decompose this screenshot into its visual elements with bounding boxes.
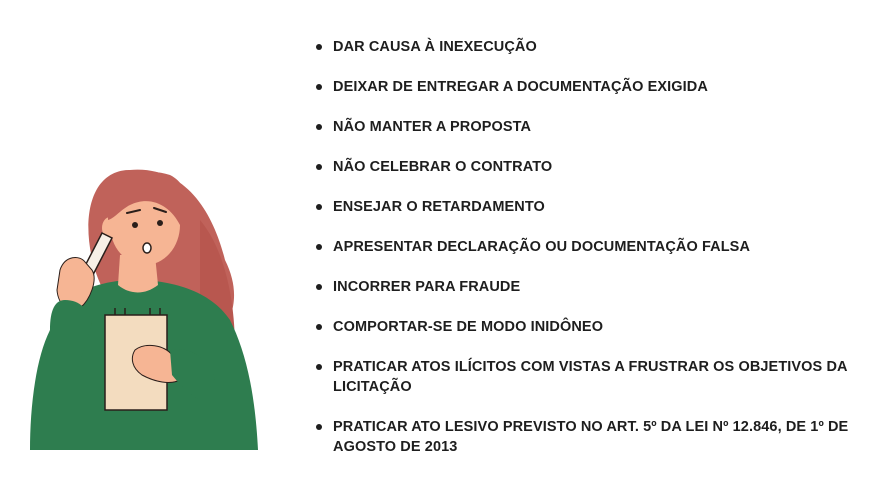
list-item: ENSEJAR O RETARDAMENTO bbox=[315, 197, 855, 217]
list-item: DAR CAUSA À INEXECUÇÃO bbox=[315, 37, 855, 57]
thinking-woman-illustration bbox=[20, 150, 270, 450]
list-item: DEIXAR DE ENTREGAR A DOCUMENTAÇÃO EXIGIDA bbox=[315, 77, 855, 97]
list-item: PRATICAR ATOS ILÍCITOS COM VISTAS A FRUSTRAR OS OBJETIVOS DA LICITAÇÃO bbox=[315, 357, 855, 397]
infractions-list bbox=[315, 37, 855, 477]
mouth bbox=[143, 243, 151, 253]
list-item: NÃO CELEBRAR O CONTRATO bbox=[315, 157, 855, 177]
list-item: NÃO MANTER A PROPOSTA bbox=[315, 117, 855, 137]
left-eye bbox=[132, 222, 138, 228]
list-item: APRESENTAR DECLARAÇÃO OU DOCUMENTAÇÃO FALSA bbox=[315, 237, 855, 257]
list-item: INCORRER PARA FRAUDE bbox=[315, 277, 855, 297]
list-item: COMPORTAR-SE DE MODO INIDÔNEO bbox=[315, 317, 855, 337]
list-item: PRATICAR ATO LESIVO PREVISTO NO ART. 5º DA LEI Nº 12.846, DE 1º DE AGOSTO DE 2013 bbox=[315, 417, 855, 457]
right-eye bbox=[157, 220, 163, 226]
